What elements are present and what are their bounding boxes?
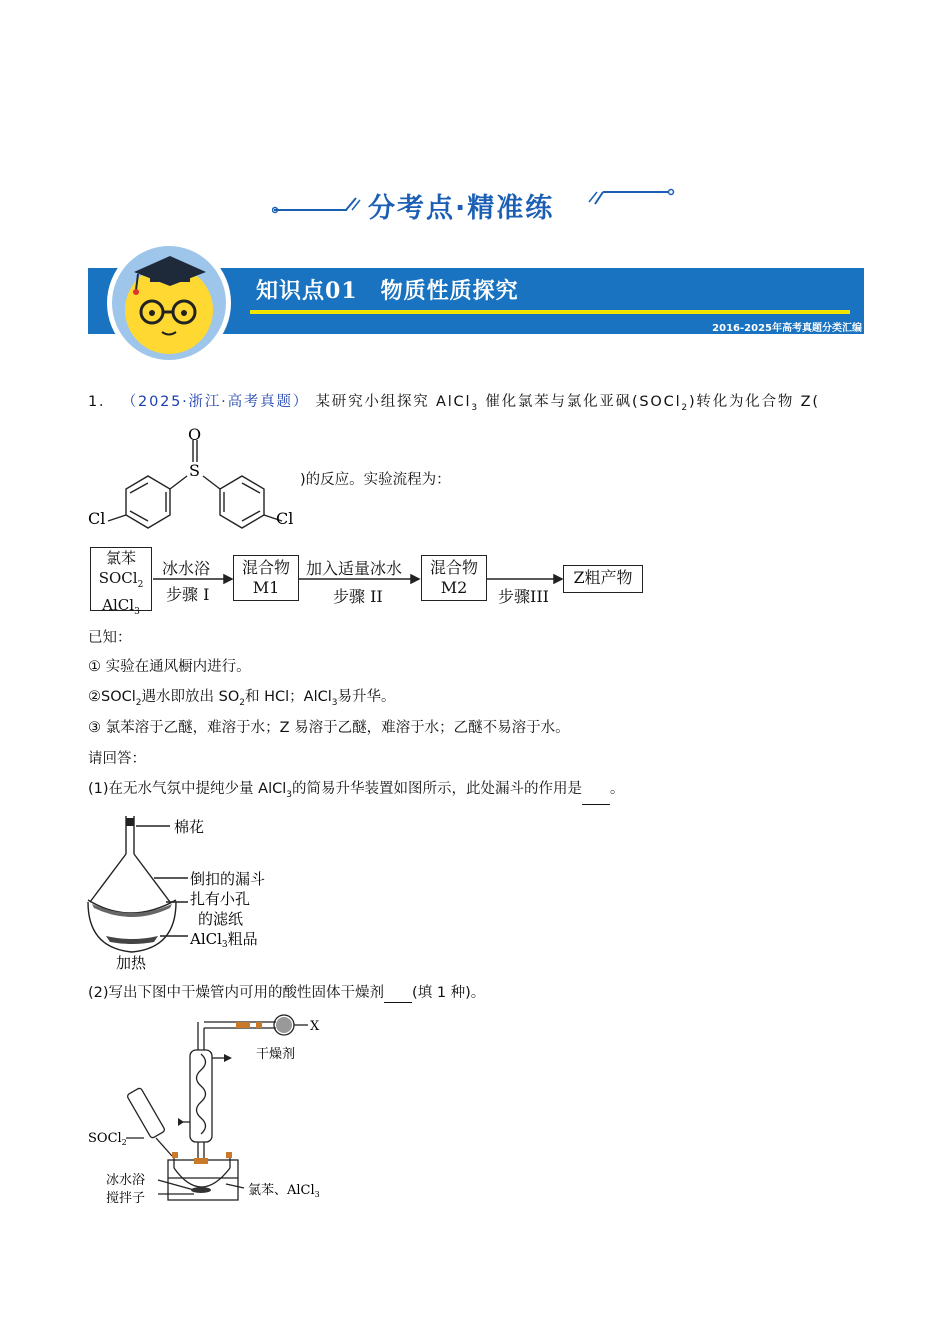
known-2: ②SOCl$_2$遇水即放出 $SO_2$和 HCl；AlCl$_3$易升华。 [88, 689, 396, 708]
knowledge-point-underline [250, 310, 850, 314]
answer-blank-2[interactable] [384, 988, 412, 1003]
fig1-heat: 加热 [116, 954, 147, 972]
fig1-filter-2: 的滤纸 [198, 910, 244, 928]
flow-step2-top: 加入适量冰水 [306, 559, 403, 578]
sublimation-figure [84, 808, 284, 973]
flow-step1-bottom: 步骤 I [166, 585, 210, 604]
question-1: (1)在无水气氛中提纯少量 AlCl$_3$的简易升华装置如图所示，此处漏斗的作用是 。 [88, 779, 624, 805]
fig1-funnel: 倒扣的漏斗 [190, 870, 266, 888]
flow-step2-bottom: 步骤 II [333, 587, 383, 606]
fig2-socl2: SOCl$_2$ [88, 1131, 127, 1147]
question-source: （2025·浙江·高考真题） [121, 394, 310, 410]
flow-box-product: Z粗产物 [563, 565, 643, 593]
question-number: 1． [88, 394, 116, 410]
question-stem: 1． （2025·浙江·高考真题） 某研究小组探究 AlCl$_3$ 催化氯苯与氯化亚砜(SOCl$_2$)转化为化合物 Z( [88, 394, 820, 413]
fig2-ice: 冰水浴 [106, 1173, 146, 1188]
structure-s: S [189, 461, 200, 480]
answer-blank-1[interactable] [582, 790, 610, 805]
mascot-icon [104, 238, 234, 368]
fig2-x: X [310, 1019, 320, 1034]
fig2-desiccant: 干燥剂 [256, 1047, 296, 1062]
flow-step3-bottom: 步骤III [498, 587, 549, 606]
flow-box-m1: 混合物 M1 [233, 555, 299, 601]
header-right-line [585, 186, 677, 210]
structure-cl-left: Cl [88, 509, 106, 528]
known-label: 已知： [88, 630, 132, 646]
fig2-reagents: 氯苯、AlCl$_3$ [248, 1183, 320, 1199]
structure-z [86, 420, 306, 530]
flow-box-reactants: 氯苯 SOCl$_2$ AlCl$_3$ [90, 547, 152, 611]
structure-cl-right: Cl [276, 509, 294, 528]
header-title: 分考点·精准练 [368, 193, 555, 224]
fig1-cotton: 棉花 [174, 818, 205, 836]
please-answer: 请回答： [88, 751, 146, 767]
fig2-stirrer: 搅拌子 [106, 1191, 146, 1206]
flow-box-m2: 混合物 M2 [421, 555, 487, 601]
structure-o: O [188, 425, 202, 444]
knowledge-point-subtitle: 2016-2025年高考真题分类汇编 [712, 323, 862, 334]
knowledge-point-title: 知识点01 物质性质探究 [256, 278, 519, 304]
known-3: ③ 氯苯溶于乙醚，难溶于水；Z 易溶于乙醚，难溶于水；乙醚不易溶于水。 [88, 720, 570, 736]
header-left-line [272, 190, 362, 214]
question-2: (2)写出下图中干燥管内可用的酸性固体干燥剂 (填 1 种)。 [88, 985, 486, 1001]
fig1-crude: AlCl$_3$粗品 [190, 930, 258, 950]
flow-step1-top: 冰水浴 [162, 559, 211, 578]
stem-after-structure: )的反应。实验流程为： [300, 472, 451, 488]
apparatus-figure [86, 1010, 346, 1210]
known-1: ① 实验在通风橱内进行。 [88, 659, 251, 675]
fig1-filter-1: 扎有小孔 [190, 890, 251, 908]
